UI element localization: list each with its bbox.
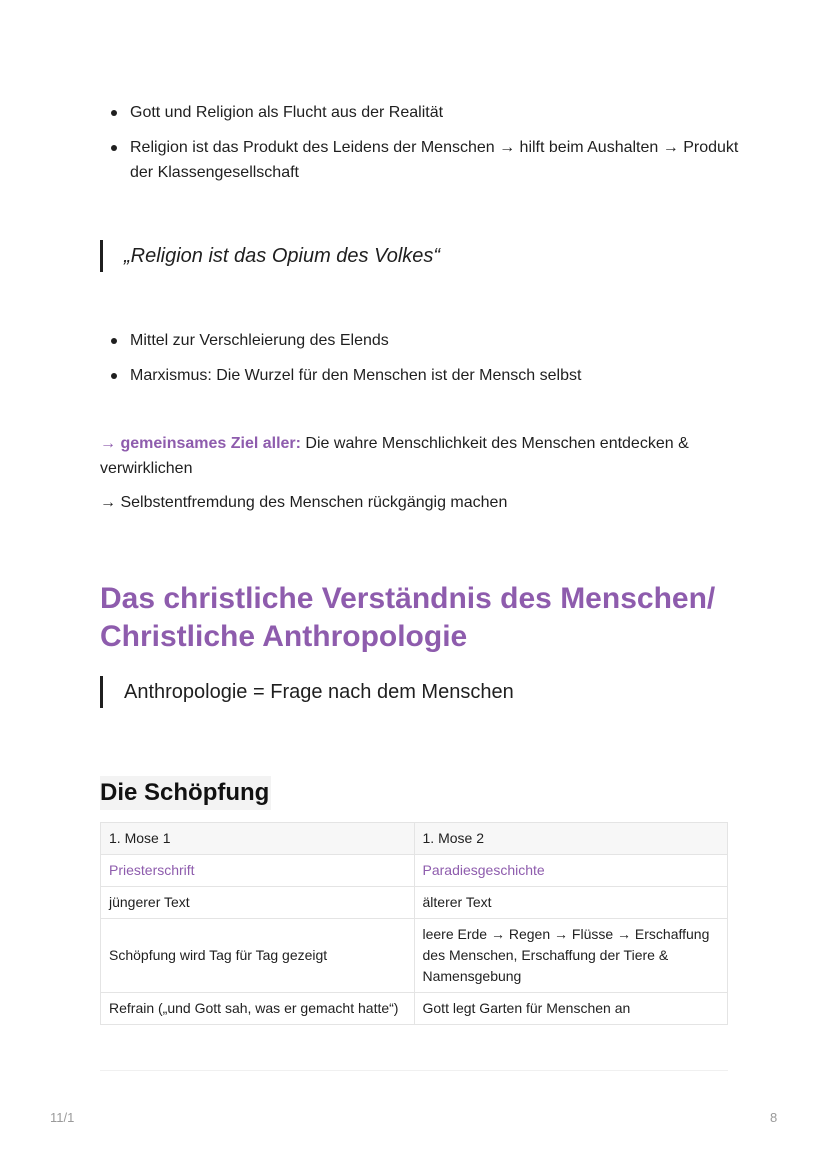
table-row (101, 823, 728, 855)
alienation-paragraph: → Selbstentfremdung des Menschen rückgängig machen (100, 494, 508, 511)
goal-text: Die wahre Menschlichkeit des Menschen entdecken & verwirklichen (100, 435, 689, 477)
table-cell: Refrain („und Gott sah, was er gemacht hatte“) (101, 993, 415, 1025)
section-heading: Das christliche Verständnis des Menschen/ Christliche Anthropologie (100, 582, 716, 653)
quote-text: Anthropologie = Frage nach dem Menschen (124, 681, 514, 703)
table-cell: 1. Mose 2 (414, 823, 728, 855)
table-cell: jüngerer Text (101, 887, 415, 919)
list-item: Marxismus: Die Wurzel für den Menschen ist der Mensch selbst (100, 363, 740, 388)
table-cell: Schöpfung wird Tag für Tag gezeigt (101, 919, 415, 993)
table-cell: älterer Text (414, 887, 728, 919)
divider (100, 1070, 728, 1071)
anthropology-quote (100, 676, 514, 708)
subheading-schoepfung: Die Schöpfung (100, 776, 271, 810)
table-row (101, 993, 728, 1025)
table-cell: leere Erde → Regen → Flüsse → Erschaffung des Menschen, Erschaffung der Tiere & Namensgebung (414, 919, 728, 993)
creation-comparison-table (100, 822, 728, 1025)
quote-text: „Religion ist das Opium des Volkes“ (124, 245, 441, 267)
bullet-list-top (100, 100, 740, 195)
list-item: Gott und Religion als Flucht aus der Realität (100, 100, 740, 125)
goal-label: → gemeinsames Ziel aller: (100, 435, 301, 452)
list-item: Religion ist das Produkt des Leidens der Menschen → hilft beim Aushalten → Produkt der Klassengesellschaft (100, 135, 740, 185)
page-number: 8 (770, 1110, 778, 1125)
table-row (101, 919, 728, 993)
table-cell: Paradiesgeschichte (414, 855, 728, 887)
table-cell: Priesterschrift (101, 855, 415, 887)
table-row (101, 887, 728, 919)
goal-paragraph (100, 431, 740, 481)
footer-class-label: 11/1 (50, 1110, 75, 1125)
table-cell: 1. Mose 1 (101, 823, 415, 855)
table-row (101, 855, 728, 887)
list-item: Mittel zur Verschleierung des Elends (100, 328, 740, 353)
table-cell: Gott legt Garten für Menschen an (414, 993, 728, 1025)
opium-quote (100, 240, 440, 272)
bullet-list-middle (100, 328, 740, 398)
